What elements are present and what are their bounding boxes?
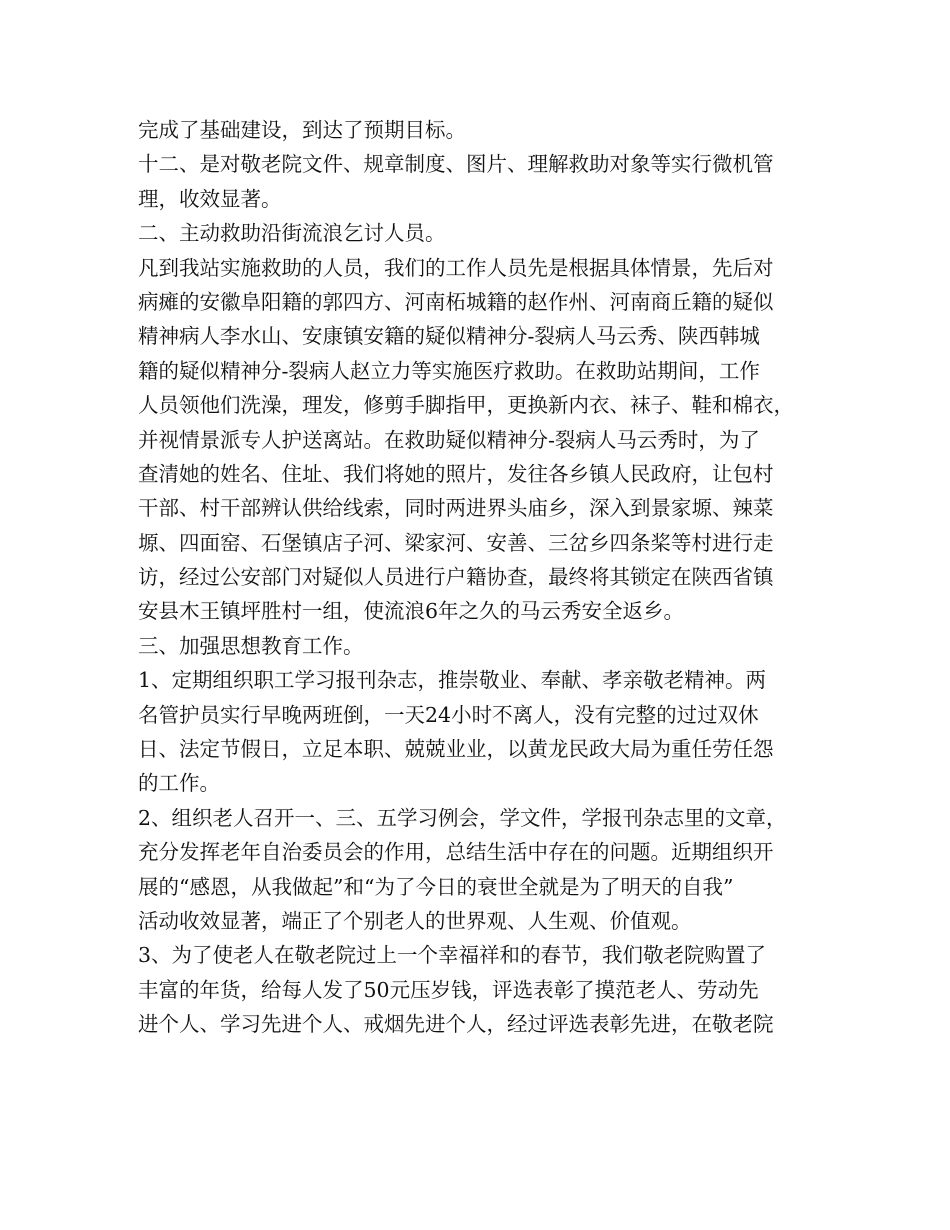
- text-line: 凡到我站实施救助的人员，我们的工作人员先是根据具体情景，先后对: [138, 255, 774, 280]
- text-line: 籍的疑似精神分-裂病人赵立力等实施医疗救助。在救助站期间，工作: [138, 358, 760, 383]
- text-line: 十二、是对敬老院文件、规章制度、图片、理解救助对象等实行微机管: [138, 152, 774, 177]
- text-line: 并视情景派专人护送离站。在救助疑似精神分-裂病人马云秀时，为了: [138, 427, 760, 452]
- text-line: 安县木王镇坪胜村一组，使流浪6年之久的马云秀安全返乡。: [138, 599, 685, 624]
- text-line: 人员领他们洗澡，理发，修剪手脚指甲，更换新内衣、袜子、鞋和棉衣，: [138, 393, 794, 418]
- text-line: 三、加强思想教育工作。: [138, 633, 364, 658]
- text-line: 活动收效显著，端正了个别老人的世界观、人生观、价值观。: [138, 908, 692, 933]
- text-line: 访，经过公安部门对疑似人员进行户籍协查，最终将其锁定在陕西省镇: [138, 565, 774, 590]
- text-line: 3、为了使老人在敬老院过上一个幸福祥和的春节，我们敬老院购置了: [138, 943, 767, 968]
- text-line: 精神病人李水山、安康镇安籍的疑似精神分-裂病人马云秀、陕西韩城: [138, 324, 760, 349]
- text-line: 干部、村干部辨认供给线索，同时两进界头庙乡，深入到景家塬、辣菜: [138, 496, 774, 521]
- text-line: 日、法定节假日，立足本职、兢兢业业，以黄龙民政大局为重任劳任怨: [138, 737, 774, 762]
- text-line: 的工作。: [138, 771, 220, 796]
- text-line: 二、主动救助沿街流浪乞讨人员。: [138, 221, 446, 246]
- text-line: 理，收效显著。: [138, 186, 282, 211]
- text-line: 展的“感恩，从我做起”和“为了今日的衰世全就是为了明天的自我”: [138, 874, 734, 899]
- text-line: 丰富的年货，给每人发了50元压岁钱，评选表彰了摸范老人、劳动先: [138, 977, 759, 1002]
- text-line: 完成了基础建设，到达了预期目标。: [138, 118, 466, 142]
- text-line: 病瘫的安徽阜阳籍的郭四方、河南柘城籍的赵作州、河南商丘籍的疑似: [138, 289, 774, 314]
- text-line: 进个人、学习先进个人、戒烟先进个人，经过评选表彰先进，在敬老院: [138, 1012, 774, 1037]
- text-line: 充分发挥老年自治委员会的作用，总结生活中存在的问题。近期组织开: [138, 840, 774, 865]
- text-line: 2、组织老人召开一、三、五学习例会，学文件，学报刊杂志里的文章，: [138, 805, 787, 830]
- text-line: 塬、四面窑、石堡镇店子河、梁家河、安善、三岔乡四条桨等村进行走: [138, 530, 774, 555]
- document-body: [138, 113, 828, 1042]
- text-line: 1、定期组织职工学习报刊杂志，推崇敬业、奉献、孝亲敬老精神。两: [138, 668, 767, 693]
- text-line: 查清她的姓名、住址、我们将她的照片，发往各乡镇人民政府，让包村: [138, 461, 774, 486]
- text-line: 名管护员实行早晚两班倒，一天24小时不离人，没有完整的过过双休: [138, 702, 759, 727]
